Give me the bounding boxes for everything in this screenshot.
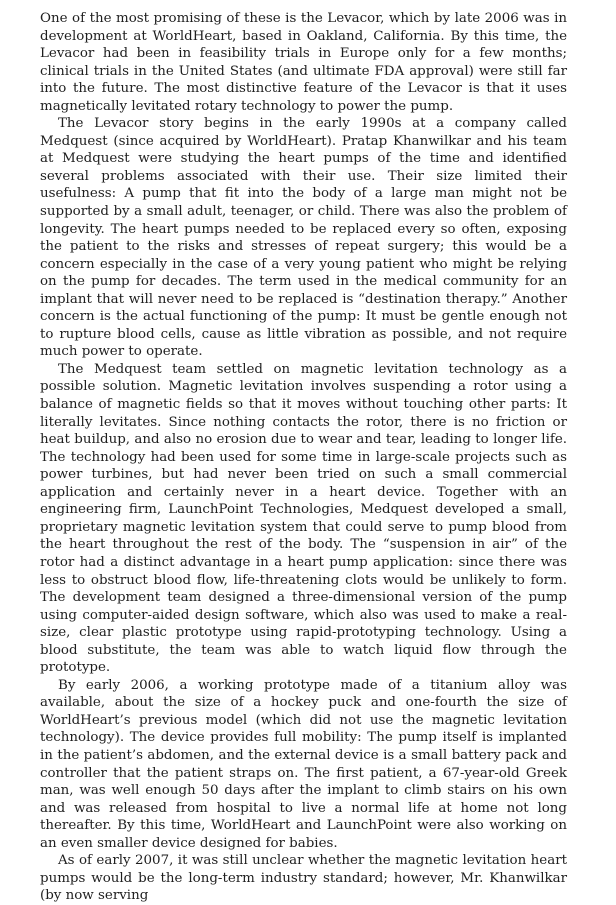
paragraph-magnetic-levitation: The Medquest team settled on magnetic levitation technology as a possible solution. Magnetic levitation involves suspending a rotor using a balance of magnetic fields so that it moves without touching other parts: It literally levitates. Since nothing contacts the rotor, there is no friction or heat buildup, and also no erosion due to wear and tear, leading to longer life. The technology had been used for some time in large-scale projects such as power turbines, but had never been tried on such a small commercial application and certainly never in a heart device. Together with an engineering firm, LaunchPoint Technologies, Medquest developed a small, proprietary magnetic levitation system that could serve to pump blood from the heart throughout the rest of the body. The “suspension in air” of the rotor had a distinct advantage in a heart pump application: since there was less to obstruct blood flow, life-threatening clots would be unlikely to form. The development team designed a three-dimensional version of the pump using computer-aided design software, which also was used to make a real-size, clear plastic prototype using rapid-prototyping technology. Using a blood substitute, the team was able to watch liquid flow through the prototype.	[40, 361, 567, 676]
paragraph-levacor-intro: One of the most promising of these is the Levacor, which by late 2006 was in development at WorldHeart, based in Oakland, California. By this time, the Levacor had been in feasibility trials in Europe only for a few months; clinical trials in the United States (and ultimate FDA approval) were still far into the future. The most distinctive feature of the Levacor is that it uses magnetically levitated rotary technology to power the pump.	[40, 11, 567, 114]
paragraph-early-2007: As of early 2007, it was still unclear whether the magnetic levitation heart pumps would be the long-term industry standard; however, Mr. Khanwilkar (by now serving	[40, 853, 567, 904]
paragraph-levacor-story: The Levacor story begins in the early 1990s at a company called Medquest (since acquired by WorldHeart). Pratap Khanwilkar and his team at Medquest were studying the heart pumps of the time and identified several problems associated with their use. Their size limited their usefulness: A pump that fit into the body of a large man might not be supported by a small adult, teenager, or child. There was also the problem of longevity. The heart pumps needed to be replaced every so often, exposing the patient to the risks and stresses of repeat surgery; this would be a concern especially in the case of a very young patient who might be relying on the pump for decades. The term used in the medical community for an implant that will never need to be replaced is “destination therapy.” Another concern is the actual functioning of the pump: It must be gentle enough not to rupture blood cells, cause as little vibration as possible, and not require much power to operate.	[40, 116, 567, 360]
document-page	[40, 10, 567, 905]
paragraph-prototype-2006: By early 2006, a working prototype made of a titanium alloy was available, about the size of a hockey puck and one-fourth the size of WorldHeart’s previous model (which did not use the magnetic levitation technology). The device provides full mobility: The pump itself is implanted in the patient’s abdomen, and the external device is a small battery pack and controller that the patient straps on. The first patient, a 67-year-old Greek man, was well enough 50 days after the implant to climb stairs on his own and was released from hospital to live a normal life at home not long thereafter. By this time, WorldHeart and LaunchPoint were also working on an even smaller device designed for babies.	[40, 677, 567, 851]
